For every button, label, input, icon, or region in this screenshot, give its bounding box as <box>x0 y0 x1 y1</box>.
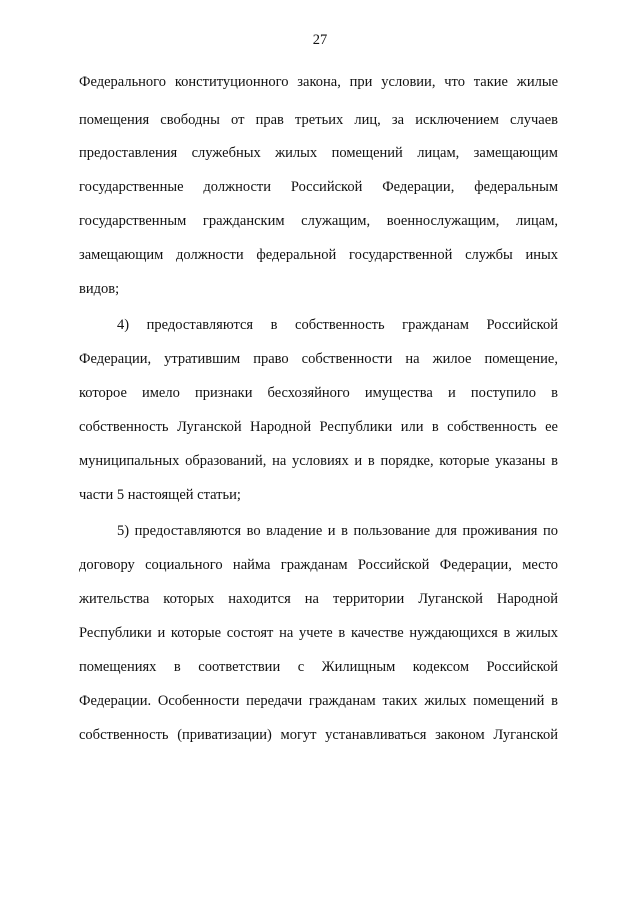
text-line: собственность Луганской Народной Республики или в собственность ее <box>79 419 558 435</box>
text-line: замещающим должности федеральной государственной службы иных <box>79 247 558 263</box>
text-line: части 5 настоящей статьи; <box>79 487 241 503</box>
paragraph-5-first-line: 5) предоставляются во владение и в пользование для проживания по <box>117 523 558 539</box>
page-number: 27 <box>312 32 328 48</box>
paragraph-4-first-line: 4) предоставляются в собственность гражданам Российской <box>117 317 558 333</box>
text-line: которое имело признаки бесхозяйного имущества и поступило в <box>79 385 558 401</box>
text-line: предоставления служебных жилых помещений лицам, замещающим <box>79 145 558 161</box>
text-line: видов; <box>79 281 120 297</box>
text-line: муниципальных образований, на условиях и в порядке, которые указаны в <box>79 453 558 469</box>
text-line: жительства которых находится на территории Луганской Народной <box>79 591 558 607</box>
text-line: государственные должности Российской Федерации, федеральным <box>79 179 558 195</box>
text-line: Республики и которые состоят на учете в качестве нуждающихся в жилых <box>79 625 558 641</box>
text-line: Федерального конституционного закона, при условии, что такие жилые <box>79 74 558 90</box>
text-line: Федерации, утратившим право собственности на жилое помещение, <box>79 351 558 367</box>
text-line: Федерации. Особенности передачи гражданам таких жилых помещений в <box>79 693 558 709</box>
text-line: договору социального найма гражданам Российской Федерации, место <box>79 557 558 573</box>
text-line: государственным гражданским служащим, военнослужащим, лицам, <box>79 213 558 229</box>
text-line: собственность (приватизации) могут устанавливаться законом Луганской <box>79 727 558 743</box>
text-line: помещения свободны от прав третьих лиц, за исключением случаев <box>79 112 558 128</box>
text-line: помещениях в соответствии с Жилищным кодексом Российской <box>79 659 558 675</box>
